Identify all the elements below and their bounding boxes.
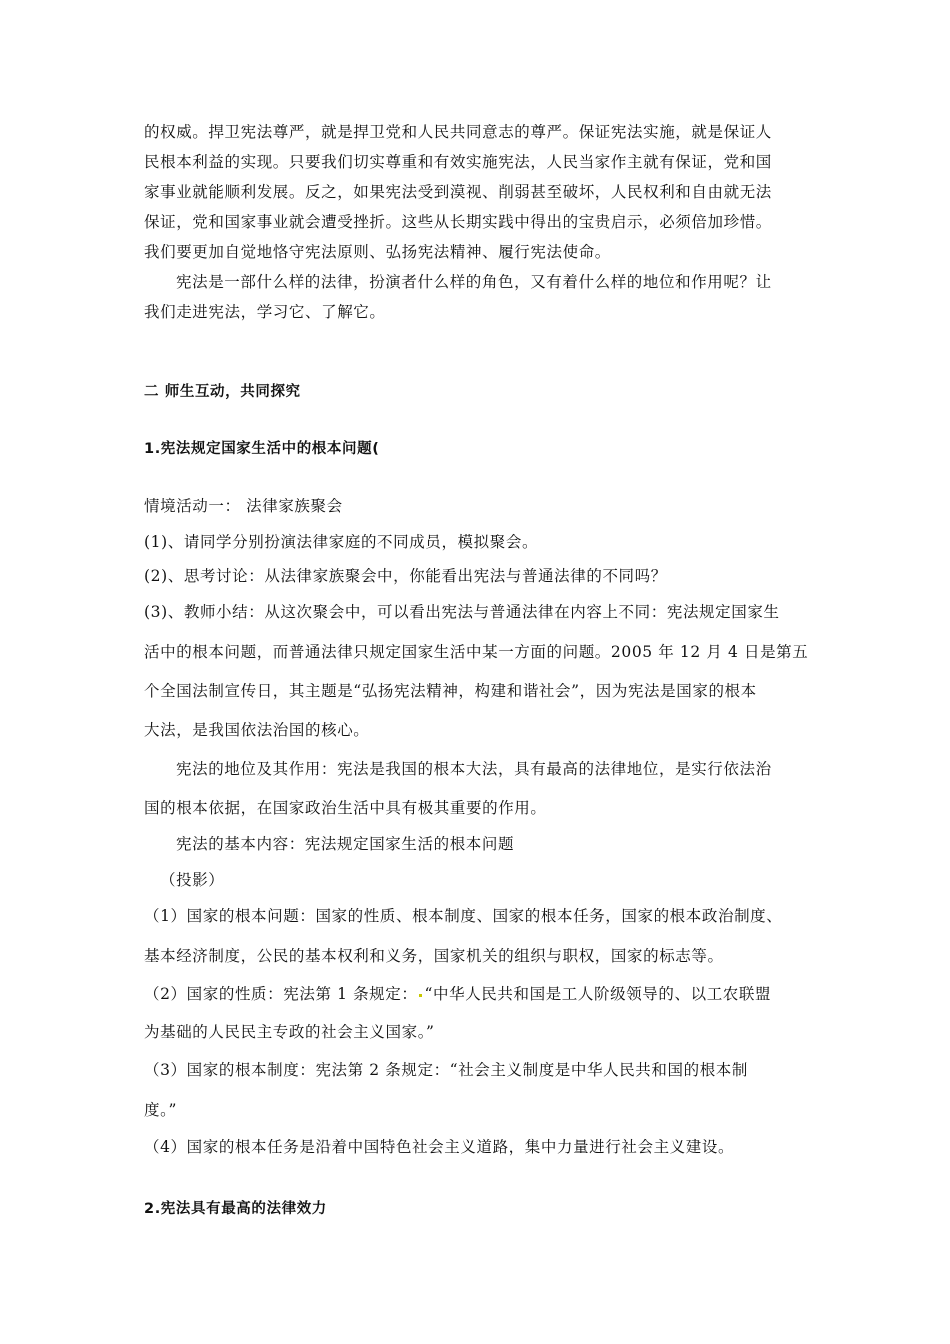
- status-line-1: 宪法的地位及其作用：宪法是我国的根本大法，具有最高的法律地位，是实行依法治: [176, 760, 772, 778]
- projection-note: （投影）: [160, 871, 225, 889]
- intro-line-3: 家事业就能顺利发展。反之，如果宪法受到漠视、削弱甚至破坏，人民权利和自由就无法: [144, 183, 772, 201]
- activity-title: 情境活动一： 法律家族聚会: [144, 497, 343, 515]
- item-1-line-2: 基本经济制度，公民的基本权利和义务，国家机关的组织与职权，国家的标志等。: [144, 947, 724, 965]
- item-2-prefix: （2）国家的性质：宪法第 1 条规定：: [144, 985, 418, 1003]
- step-3-line-3: 个全国法制宣传日，其主题是“弘扬宪法精神，构建和谐社会”，因为宪法是国家的根本: [144, 682, 757, 700]
- item-1-line-1: （1）国家的根本问题：国家的性质、根本制度、国家的根本任务，国家的根本政治制度、: [144, 907, 783, 925]
- item-3-line-2: 度。”: [144, 1101, 177, 1119]
- subsection-heading-1: 1.宪法规定国家生活中的根本问题(: [144, 441, 380, 457]
- marker-dot: [419, 994, 422, 997]
- step-1: (1)、请同学分别扮演法律家庭的不同成员，模拟聚会。: [144, 533, 539, 551]
- intro-line-2: 民根本利益的实现。只要我们切实尊重和有效实施宪法，人民当家作主就有保证，党和国: [144, 153, 772, 171]
- intro-line-1: 的权威。捍卫宪法尊严，就是捍卫党和人民共同意志的尊严。保证宪法实施，就是保证人: [144, 123, 772, 141]
- status-line-2: 国的根本依据，在国家政治生活中具有极其重要的作用。: [144, 799, 547, 817]
- intro-para2-line-2: 我们走进宪法，学习它、了解它。: [144, 303, 386, 321]
- step-3-line-2: 活中的根本问题，而普通法律只规定国家生活中某一方面的问题。2005 年 12 月 4 日是第五: [144, 643, 809, 661]
- item-4: （4）国家的根本任务是沿着中国特色社会主义道路，集中力量进行社会主义建设。: [144, 1138, 735, 1156]
- intro-para2-line-1: 宪法是一部什么样的法律，扮演者什么样的角色，又有着什么样的地位和作用呢？让: [176, 273, 772, 291]
- section-heading: 二 师生互动，共同探究: [144, 384, 301, 400]
- item-2-line-2: 为基础的人民民主专政的社会主义国家。”: [144, 1023, 435, 1041]
- step-3-line-4: 大法，是我国依法治国的核心。: [144, 721, 370, 739]
- subsection-heading-2: 2.宪法具有最高的法律效力: [144, 1201, 327, 1217]
- step-2: (2)、思考讨论：从法律家族聚会中，你能看出宪法与普通法律的不同吗？: [144, 567, 667, 585]
- item-3-line-1: （3）国家的根本制度：宪法第 2 条规定：“社会主义制度是中华人民共和国的根本制: [144, 1061, 749, 1079]
- step-3-line-1: (3)、教师小结：从这次聚会中，可以看出宪法与普通法律在内容上不同：宪法规定国家生: [144, 603, 780, 621]
- intro-line-4: 保证，党和国家事业就会遭受挫折。这些从长期实践中得出的宝贵启示，必须倍加珍惜。: [144, 213, 772, 231]
- item-2-quote: “中华人民共和国是工人阶级领导的、以工农联盟: [424, 985, 772, 1003]
- intro-line-5: 我们要更加自觉地恪守宪法原则、弘扬宪法精神、履行宪法使命。: [144, 243, 611, 261]
- item-2-line-1: [144, 984, 771, 1004]
- content-line: 宪法的基本内容：宪法规定国家生活的根本问题: [176, 835, 515, 853]
